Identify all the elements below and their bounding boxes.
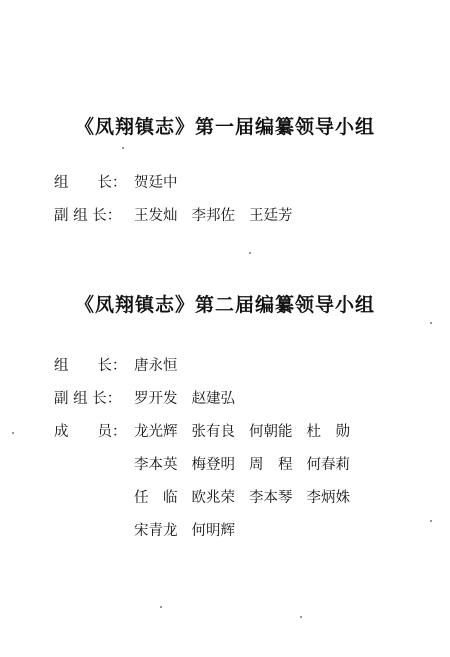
member-name: 杜 勋 xyxy=(306,424,350,440)
member-name: 梅登明 xyxy=(191,457,235,473)
member-name: 何春莉 xyxy=(306,457,350,473)
scan-speck xyxy=(160,606,162,608)
section1-leader-row xyxy=(54,171,192,195)
leader-name: 唐永恒 xyxy=(134,358,178,374)
leader-role-label: 组 长： xyxy=(54,175,127,191)
leader-role-label: 组 长： xyxy=(54,358,127,374)
member-row-2 xyxy=(134,453,364,477)
deputy-name: 罗开发 xyxy=(134,391,178,407)
member-name: 何朝能 xyxy=(249,424,293,440)
member-name: 龙光辉 xyxy=(134,424,178,440)
section1-title: 《凤翔镇志》第一届编纂领导小组 xyxy=(74,116,375,138)
member-name: 李本琴 xyxy=(249,490,293,506)
member-name: 李炳姝 xyxy=(306,490,350,506)
member-name: 张有良 xyxy=(191,424,235,440)
member-name: 欧兆荣 xyxy=(191,490,235,506)
scan-speck xyxy=(430,520,432,522)
member-row-4 xyxy=(134,519,249,543)
deputy-name: 王廷芳 xyxy=(249,208,293,224)
member-role-label: 成 员： xyxy=(54,424,127,440)
deputy-name: 赵建弘 xyxy=(191,391,235,407)
section2-member-row xyxy=(54,420,364,444)
deputy-name: 李邦佐 xyxy=(191,208,235,224)
deputy-name: 王发灿 xyxy=(134,208,178,224)
scan-speck xyxy=(430,322,432,324)
deputy-role-label: 副 组 长： xyxy=(54,391,122,407)
scan-speck xyxy=(249,252,251,254)
scan-speck xyxy=(12,432,14,434)
section2-title: 《凤翔镇志》第二届编纂领导小组 xyxy=(74,294,375,316)
section1-deputy-row xyxy=(54,204,307,228)
leader-name: 贺廷中 xyxy=(134,175,178,191)
deputy-role-label: 副 组 长： xyxy=(54,208,122,224)
member-name: 宋青龙 xyxy=(134,523,178,539)
section2-leader-row xyxy=(54,354,192,378)
member-name: 周 程 xyxy=(249,457,293,473)
member-name: 何明辉 xyxy=(191,523,235,539)
member-row-3 xyxy=(134,486,364,510)
section2-deputy-row xyxy=(54,387,249,411)
member-name: 李本英 xyxy=(134,457,178,473)
scan-speck xyxy=(122,147,124,149)
member-name: 任 临 xyxy=(134,490,178,506)
scan-speck xyxy=(300,616,302,618)
